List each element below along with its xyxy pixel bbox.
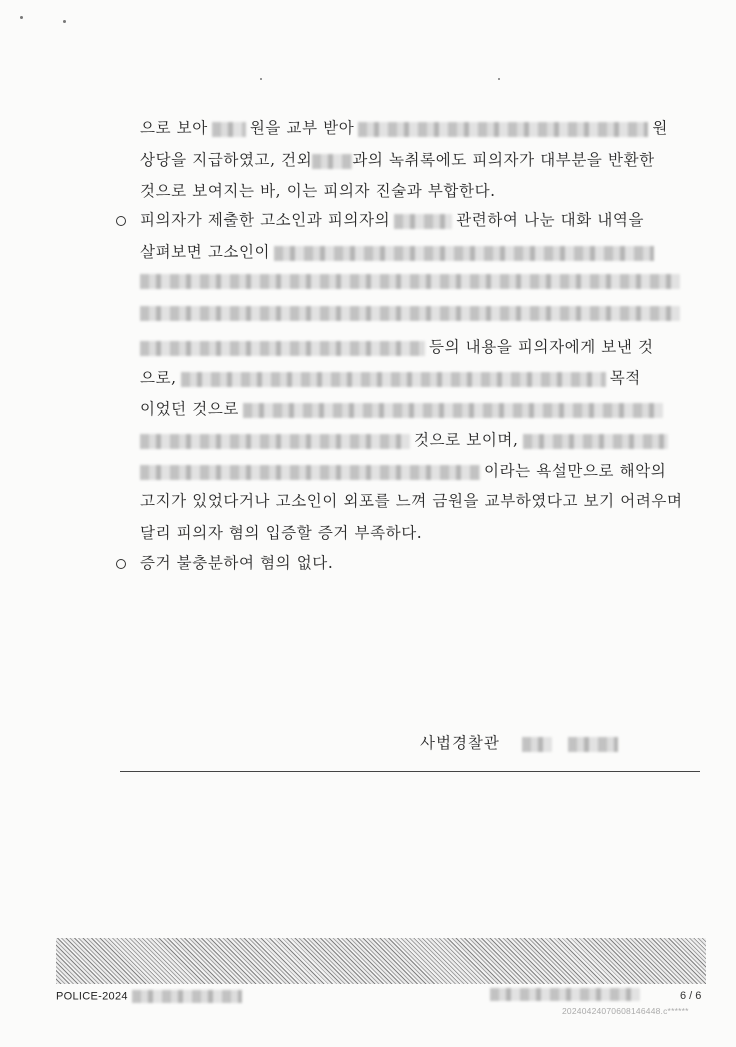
text-line-12 xyxy=(140,522,422,544)
redaction xyxy=(394,214,452,229)
redaction xyxy=(140,434,410,449)
text-segment: 과의 녹취록에도 피의자가 대부분을 반환한 xyxy=(352,151,655,169)
security-pattern xyxy=(56,938,706,984)
divider xyxy=(120,771,700,772)
text-line-3 xyxy=(140,180,496,202)
text-segment: 등의 내용을 피의자에게 보낸 것 xyxy=(429,338,654,356)
scan-speck xyxy=(20,16,23,19)
text-line-11 xyxy=(140,490,683,512)
text-segment: 피의자가 제출한 고소인과 피의자의 xyxy=(140,211,391,229)
text-segment: 이라는 욕설만으로 해악의 xyxy=(484,462,667,480)
scan-speck xyxy=(260,78,262,80)
footer-label-text: POLICE-2024 xyxy=(56,990,128,1003)
text-segment: 것으로 보이며, xyxy=(414,431,519,449)
text-line-10 xyxy=(140,460,666,482)
text-line-2 xyxy=(140,149,655,171)
redaction xyxy=(568,737,618,752)
text-segment: 원 xyxy=(652,119,668,137)
redaction xyxy=(358,122,648,137)
text-segment: 증거 불충분하여 혐의 없다. xyxy=(140,554,334,572)
text-line-4 xyxy=(140,209,644,231)
text-segment: 이었던 것으로 xyxy=(140,400,239,418)
redaction xyxy=(490,988,640,1001)
text-segment: 관련하여 나눈 대화 내역을 xyxy=(456,211,645,229)
redaction xyxy=(132,990,242,1003)
text-segment: 것으로 보여지는 바, 이는 피의자 진술과 부합한다. xyxy=(140,182,496,200)
text-segment: 원을 교부 받아 xyxy=(249,119,355,137)
page-indicator: 6 / 6 xyxy=(680,990,702,1002)
redaction xyxy=(140,465,480,480)
list-bullet xyxy=(116,559,126,569)
redaction xyxy=(243,403,663,418)
text-segment: 고지가 있었다거나 고소인이 외포를 느껴 금원을 교부하였다고 보기 어려우며 xyxy=(140,492,683,510)
redaction xyxy=(523,434,668,449)
redaction xyxy=(212,122,246,137)
signature-line xyxy=(420,731,622,753)
redaction xyxy=(140,341,425,356)
text-segment: 으로 보아 xyxy=(140,119,208,137)
text-segment: 살펴보면 고소인이 xyxy=(140,243,271,261)
text-segment: 상당을 지급하였고, 건외 xyxy=(140,151,313,169)
text-segment: 달리 피의자 혐의 입증할 증거 부족하다. xyxy=(140,524,423,542)
redaction xyxy=(181,372,606,387)
text-segment: 으로, xyxy=(140,369,177,387)
text-line-6 xyxy=(140,336,654,358)
redaction xyxy=(140,306,680,321)
scan-speck xyxy=(63,20,66,23)
redaction xyxy=(274,246,654,261)
text-line-7 xyxy=(140,367,641,389)
text-line-9 xyxy=(140,429,672,451)
redaction xyxy=(312,154,352,169)
text-segment: 목적 xyxy=(609,369,641,387)
footer-label xyxy=(56,990,246,1003)
signature-title: 사법경찰관 xyxy=(420,734,500,752)
text-line-1 xyxy=(140,117,668,139)
text-line-8 xyxy=(140,398,667,420)
document-id: 20240424070608146448.c****** xyxy=(562,1006,689,1016)
text-line-5 xyxy=(140,241,658,263)
text-line-13 xyxy=(140,552,333,574)
redaction xyxy=(140,274,680,289)
list-bullet xyxy=(116,216,126,226)
scan-speck xyxy=(498,78,500,80)
redaction xyxy=(522,737,552,752)
